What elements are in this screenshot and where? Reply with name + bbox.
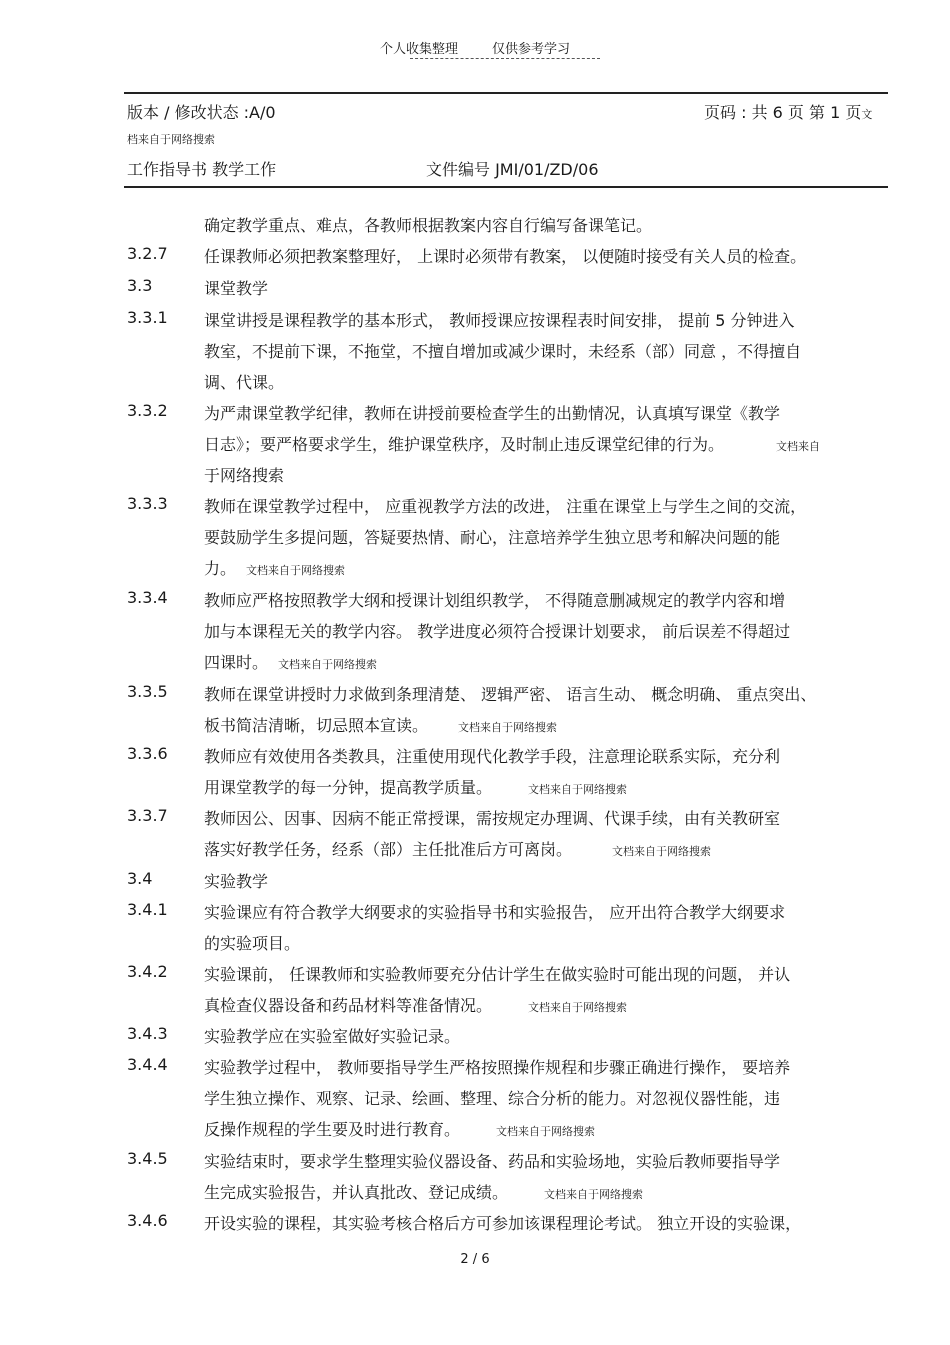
source-note: 文档来自于网络搜索	[528, 783, 628, 796]
header-top-rule	[124, 92, 888, 94]
page-info-text: 页码 : 共 6 页 第 1 页	[704, 103, 862, 122]
watermark-left: 个人收集整理	[379, 42, 458, 57]
section-text: 实验课前， 任课教师和实验教师要充分估计学生在做实验时可能出现的问题， 并认	[204, 965, 791, 984]
line-text: 真检查仪器设备和药品材料等准备情况。	[204, 996, 493, 1015]
source-note: 文档来自于网络搜索	[612, 845, 712, 858]
page-number: 2 / 6	[460, 1252, 490, 1267]
text-line	[204, 775, 627, 798]
section-heading: 实验教学	[204, 872, 269, 891]
section-text: 为严肃课堂教学纪律，教师在讲授前要检查学生的出勤情况，认真填写课堂《教学	[204, 404, 781, 423]
line-text: 板书简洁清晰，切忌照本宣读。	[204, 716, 429, 735]
top-watermark	[0, 38, 950, 57]
section-text: 教师在课堂教学过程中， 应重视教学方法的改进， 注重在课堂上与学生之间的交流，	[204, 497, 807, 516]
section-text: 教师应有效使用各类教具，注重使用现代化教学手段，注意理论联系实际，充分利	[204, 747, 781, 766]
text-line	[204, 556, 345, 579]
source-note: 文档来自	[776, 440, 821, 453]
line-text: 生完成实验报告，并认真批改、登记成绩。	[204, 1183, 509, 1202]
section-number: 3.4.1	[127, 900, 168, 919]
doc-type: 工作指导书 教学工作	[127, 160, 277, 179]
section-number: 3.4.5	[127, 1149, 168, 1168]
section-number: 3.4.6	[127, 1211, 168, 1230]
section-number: 3.3.5	[127, 682, 168, 701]
line-text: 日志》；要严格要求学生，维护课堂秩序，及时制止违反课堂纪律的行为。	[204, 435, 725, 454]
text-line: 的实验项目。	[204, 934, 301, 953]
text-line: 学生独立操作、观察、记录、绘画、整理、综合分析的能力。对忽视仪器性能，违	[204, 1089, 781, 1108]
section-text: 实验教学过程中， 教师要指导学生严格按照操作规程和步骤正确进行操作， 要培养	[204, 1058, 791, 1077]
text-line	[204, 432, 820, 455]
source-note: 文档来自于网络搜索	[528, 1001, 628, 1014]
text-line	[204, 650, 377, 673]
section-text: 实验结束时，要求学生整理实验仪器设备、药品和实验场地，实验后教师要指导学	[204, 1152, 781, 1171]
source-note: 文档来自于网络搜索	[458, 721, 558, 734]
source-note: 于网络搜索	[204, 466, 285, 485]
section-number: 3.3.6	[127, 744, 168, 763]
doc-number: 文件编号 JMI/01/ZD/06	[426, 160, 599, 179]
version-label: 版本 / 修改状态 :A/0	[127, 103, 276, 122]
line-text: 用课堂教学的每一分钟，提高教学质量。	[204, 778, 493, 797]
section-number: 3.3.4	[127, 588, 168, 607]
line-text: 四课时。	[204, 653, 269, 672]
section-number: 3.4.3	[127, 1024, 168, 1043]
section-text: 实验课应有符合教学大纲要求的实验指导书和实验报告， 应开出符合教学大纲要求	[204, 903, 786, 922]
header-bottom-rule	[124, 186, 888, 188]
line-text: 力。	[204, 559, 237, 578]
text-line: 教室，不提前下课，不拖堂，不擅自增加或减少课时，未经系（部）同意 ，不得擅自	[204, 342, 802, 361]
section-number: 3.4	[127, 869, 153, 888]
section-number: 3.3.1	[127, 308, 168, 327]
page-info	[704, 100, 872, 123]
text-line	[204, 837, 711, 860]
section-text: 任课教师必须把教案整理好， 上课时必须带有教案， 以便随时接受有关人员的检查。	[204, 247, 807, 266]
section-number: 3.2.7	[127, 244, 168, 263]
text-line	[204, 993, 627, 1016]
section-text: 实验教学应在实验室做好实验记录。	[204, 1027, 461, 1046]
text-line: 调、代课。	[204, 373, 285, 392]
source-note: 文档来自于网络搜索	[246, 564, 346, 577]
source-note: 文档来自于网络搜索	[278, 658, 378, 671]
section-text: 教师应严格按照教学大纲和授课计划组织教学， 不得随意删减规定的教学内容和增	[204, 591, 786, 610]
section-number: 3.3.3	[127, 494, 168, 513]
text-line	[204, 1180, 643, 1203]
text-line	[204, 1117, 595, 1140]
section-number: 3.4.2	[127, 962, 168, 981]
line-text: 反操作规程的学生要及时进行教育。	[204, 1120, 461, 1139]
watermark-right: 仅供参考学习	[492, 42, 571, 57]
section-number: 3.3	[127, 276, 153, 295]
section-text: 教师因公、因事、因病不能正常授课，需按规定办理调、代课手续，由有关教研室	[204, 809, 781, 828]
lead-line: 确定教学重点、难点，各教师根据教案内容自行编写备课笔记。	[204, 216, 653, 235]
section-number: 3.3.2	[127, 401, 168, 420]
watermark-underline	[410, 58, 600, 59]
source-note: 文档来自于网络搜索	[496, 1125, 596, 1138]
section-text: 开设实验的课程，其实验考核合格后方可参加该课程理论考试。 独立开设的实验课，	[204, 1214, 802, 1233]
line-text: 落实好教学任务，经系（部）主任批准后方可离岗。	[204, 840, 573, 859]
header-source-note: 档来自于网络搜索	[127, 133, 215, 146]
text-line	[204, 713, 557, 736]
section-number: 3.4.4	[127, 1055, 168, 1074]
section-heading: 课堂教学	[204, 279, 269, 298]
section-text: 课堂讲授是课程教学的基本形式， 教师授课应按课程表时间安排， 提前 5 分钟进入	[204, 311, 795, 330]
section-number: 3.3.7	[127, 806, 168, 825]
section-text: 教师在课堂讲授时力求做到条理清楚、 逻辑严密、 语言生动、 概念明确、 重点突出、	[204, 685, 817, 704]
page-info-tail: 文	[861, 108, 873, 121]
text-line: 要鼓励学生多提问题，答疑要热情、耐心，注意培养学生独立思考和解决问题的能	[204, 528, 781, 547]
text-line: 加与本课程无关的教学内容。 教学进度必须符合授课计划要求， 前后误差不得超过	[204, 622, 791, 641]
source-note: 文档来自于网络搜索	[544, 1188, 644, 1201]
